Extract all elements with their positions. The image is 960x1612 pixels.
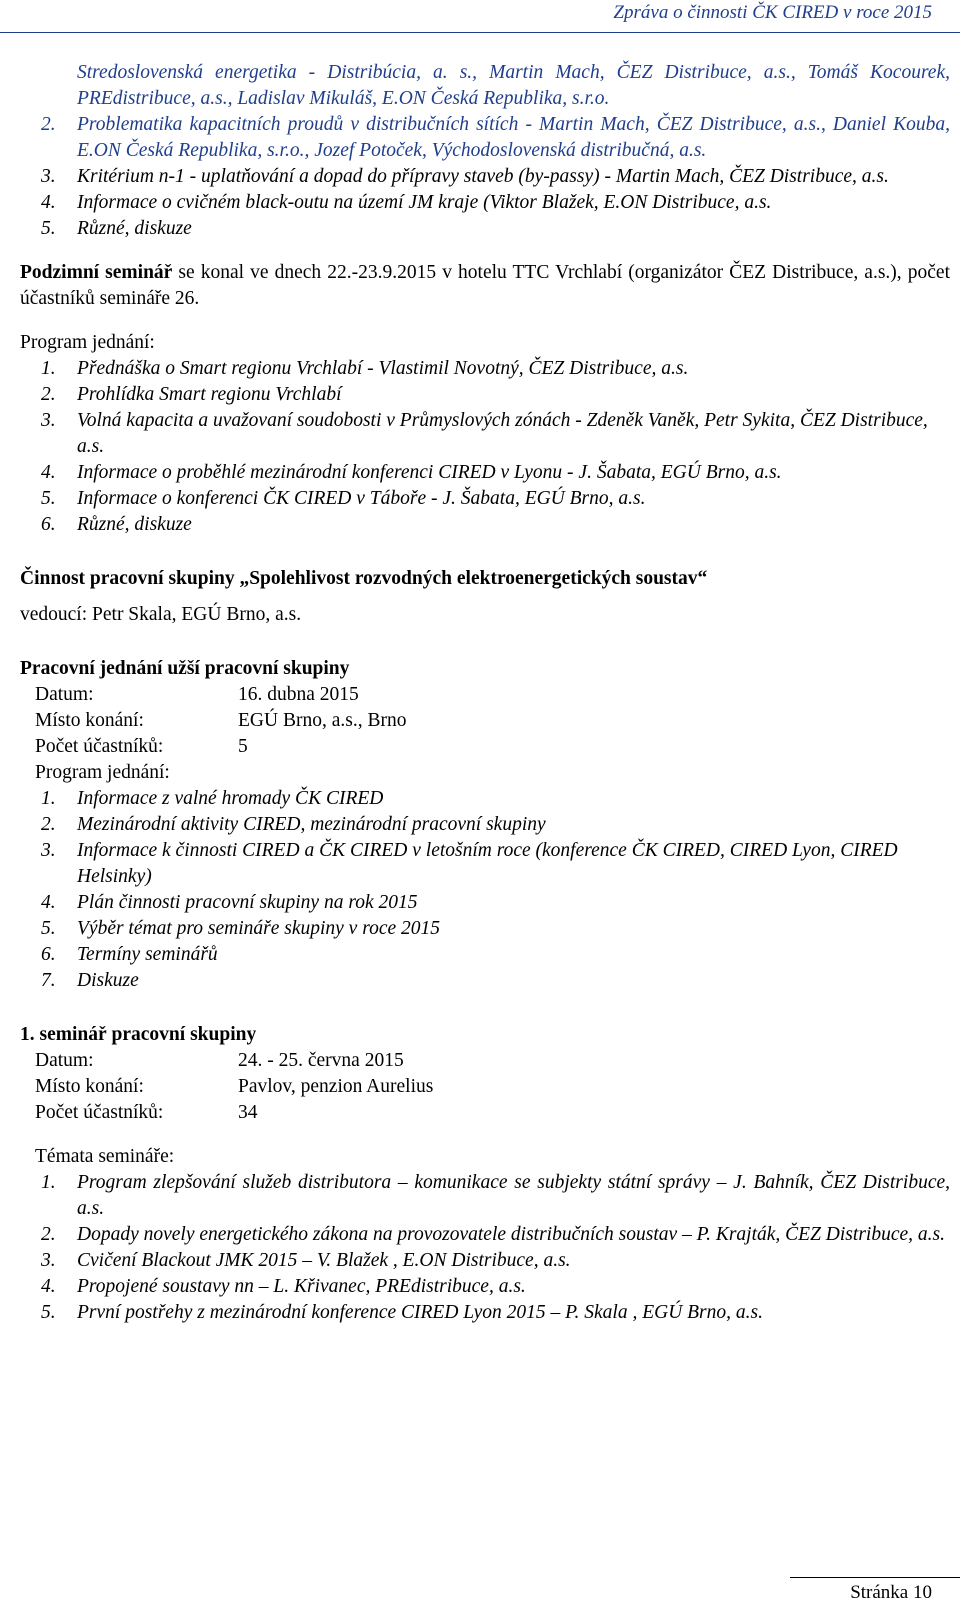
list-number: 7. (41, 970, 56, 991)
list-item (35, 812, 950, 838)
date-label: Datum: (35, 1050, 94, 1071)
list-item-text: Program zlepšování služeb distributora – komunikace se subjekty státní správy – J. Bahník, ČEZ Distribuce, a.s. (77, 1172, 950, 1219)
list-item (35, 1300, 950, 1326)
list-item (35, 838, 950, 890)
header-rule (0, 32, 960, 33)
list-item-text: Informace o konferenci ČK CIRED v Táboře - J. Šabata, EGÚ Brno, a.s. (77, 488, 646, 509)
autumn-seminar-text: se konal ve dnech 22.-23.9.2015 v hotelu TTC Vrchlabí (organizátor ČEZ Distribuce, a.s.), počet účastníků semináře 26. (20, 262, 950, 309)
list-item (35, 916, 950, 942)
date-value: 24. - 25. června 2015 (238, 1050, 404, 1071)
meeting-date-row (20, 682, 950, 708)
list-number: 3. (41, 166, 56, 187)
list-number: 4. (41, 462, 56, 483)
document-body (20, 60, 950, 1326)
list-item (20, 60, 950, 112)
list-item-text: Diskuze (77, 970, 139, 991)
working-group-title: Činnost pracovní skupiny „Spolehlivost rozvodných elektroenergetických soustav“ (20, 568, 708, 589)
list-number: 2. (41, 114, 56, 135)
list-item (20, 216, 950, 242)
seminar-date-row (20, 1048, 950, 1074)
place-label: Místo konání: (35, 710, 144, 731)
list-number: 4. (41, 192, 56, 213)
seminar-count-row (20, 1100, 950, 1126)
list-item (20, 460, 950, 486)
list-item-text: Kritérium n-1 - uplatňování a dopad do přípravy staveb (by-passy) - Martin Mach, ČEZ Distribuce, a.s. (77, 166, 889, 187)
place-value: EGÚ Brno, a.s., Brno (238, 710, 407, 731)
list-number: 1. (41, 788, 56, 809)
meeting-program-list (20, 786, 950, 994)
footer-rule (790, 1577, 960, 1578)
list-number: 6. (41, 514, 56, 535)
list-number: 2. (41, 814, 56, 835)
program-label: Program jednání: (20, 332, 155, 353)
count-label: Počet účastníků: (35, 736, 164, 757)
list-item-text: Dopady novely energetického zákona na provozovatele distribučních soustav – P. Krajták, ČEZ Distribuce, a.s. (77, 1224, 945, 1245)
seminar-topics-list (20, 1170, 950, 1326)
meeting-title: Pracovní jednání užší pracovní skupiny (20, 658, 350, 679)
autumn-seminar-paragraph (20, 260, 950, 312)
list-item (20, 112, 950, 164)
list-number: 3. (41, 410, 56, 431)
date-label: Datum: (35, 684, 94, 705)
list-item-text: První postřehy z mezinárodní konference CIRED Lyon 2015 – P. Skala , EGÚ Brno, a.s. (77, 1302, 763, 1323)
place-value: Pavlov, penzion Aurelius (238, 1076, 434, 1097)
list-number: 6. (41, 944, 56, 965)
list-number: 2. (41, 384, 56, 405)
autumn-seminar-heading: Podzimní seminář (20, 262, 173, 283)
list-item (20, 408, 950, 460)
list-number: 1. (41, 1172, 56, 1193)
list-item-text: Informace z valné hromady ČK CIRED (77, 788, 384, 809)
working-group-leader: vedoucí: Petr Skala, EGÚ Brno, a.s. (20, 604, 302, 625)
list-item-text: Informace k činnosti CIRED a ČK CIRED v letošním roce (konference ČK CIRED, CIRED Lyon, CIRED Helsinky) (77, 840, 898, 887)
list-item-text: Stredoslovenská energetika - Distribúcia, a. s., Martin Mach, ČEZ Distribuce, a.s., Tomáš Kocourek, PREdistribuce, a.s., Ladislav Mikuláš, E.ON Česká Republika, s.r.o. (77, 62, 950, 109)
list-item (20, 382, 950, 408)
list-item (20, 486, 950, 512)
meeting-count-row (20, 734, 950, 760)
list-item-text: Volná kapacita a uvažovaní soudobosti v Průmyslových zónách - Zdeněk Vaněk, Petr Sykita, ČEZ Distribuce, a.s. (77, 410, 928, 457)
list-item (20, 164, 950, 190)
list-item (35, 1248, 950, 1274)
list-item-text: Různé, diskuze (77, 218, 192, 239)
list-item (20, 512, 950, 538)
list-number: 5. (41, 1302, 56, 1323)
list-item-text: Výběr témat pro semináře skupiny v roce 2015 (77, 918, 441, 939)
place-label: Místo konání: (35, 1076, 144, 1097)
list-item-text: Prohlídka Smart regionu Vrchlabí (77, 384, 342, 405)
list-item-text: Informace o proběhlé mezinárodní konferenci CIRED v Lyonu - J. Šabata, EGÚ Brno, a.s. (77, 462, 782, 483)
topics-label: Témata semináře: (35, 1146, 175, 1167)
list-number: 5. (41, 918, 56, 939)
date-value: 16. dubna 2015 (238, 684, 359, 705)
seminar-title: 1. seminář pracovní skupiny (20, 1024, 257, 1045)
list-item (35, 1274, 950, 1300)
list-number: 4. (41, 892, 56, 913)
list-item-text: Plán činnosti pracovní skupiny na rok 2015 (77, 892, 418, 913)
list-item-text: Problematika kapacitních proudů v distribučních sítích - Martin Mach, ČEZ Distribuce, a.s., Daniel Kouba, E.ON Česká Republika, s.r.o., Jozef Potoček, Východoslovenská distribučná, a.s. (77, 114, 950, 161)
list-item (35, 786, 950, 812)
page-header-title: Zpráva o činnosti ČK CIRED v roce 2015 (613, 2, 932, 23)
list-number: 3. (41, 840, 56, 861)
list-item (20, 356, 950, 382)
list-item-text: Mezinárodní aktivity CIRED, mezinárodní pracovní skupiny (77, 814, 546, 835)
list-number: 5. (41, 218, 56, 239)
list-item (35, 1170, 950, 1222)
list-item (35, 1222, 950, 1248)
count-value: 5 (238, 736, 248, 757)
list-number: 1. (41, 358, 56, 379)
page-number: Stránka 10 (850, 1582, 932, 1603)
list-item-text: Propojené soustavy nn – L. Křivanec, PREdistribuce, a.s. (77, 1276, 526, 1297)
list-item (35, 942, 950, 968)
list-item-text: Přednáška o Smart regionu Vrchlabí - Vlastimil Novotný, ČEZ Distribuce, a.s. (77, 358, 689, 379)
list-number: 3. (41, 1250, 56, 1271)
list-item (35, 968, 950, 994)
list-number: 2. (41, 1224, 56, 1245)
count-value: 34 (238, 1102, 258, 1123)
list-item (20, 190, 950, 216)
list-number: 5. (41, 488, 56, 509)
list-item (35, 890, 950, 916)
list-item-text: Termíny seminářů (77, 944, 218, 965)
count-label: Počet účastníků: (35, 1102, 164, 1123)
list-item-text: Informace o cvičném black-outu na území JM kraje (Viktor Blažek, E.ON Distribuce, a.s. (77, 192, 772, 213)
list-number: 4. (41, 1276, 56, 1297)
meeting-place-row (20, 708, 950, 734)
list-item-text: Cvičení Blackout JMK 2015 – V. Blažek , E.ON Distribuce, a.s. (77, 1250, 571, 1271)
program-label: Program jednání: (35, 762, 170, 783)
list-item-text: Různé, diskuze (77, 514, 192, 535)
seminar-place-row (20, 1074, 950, 1100)
